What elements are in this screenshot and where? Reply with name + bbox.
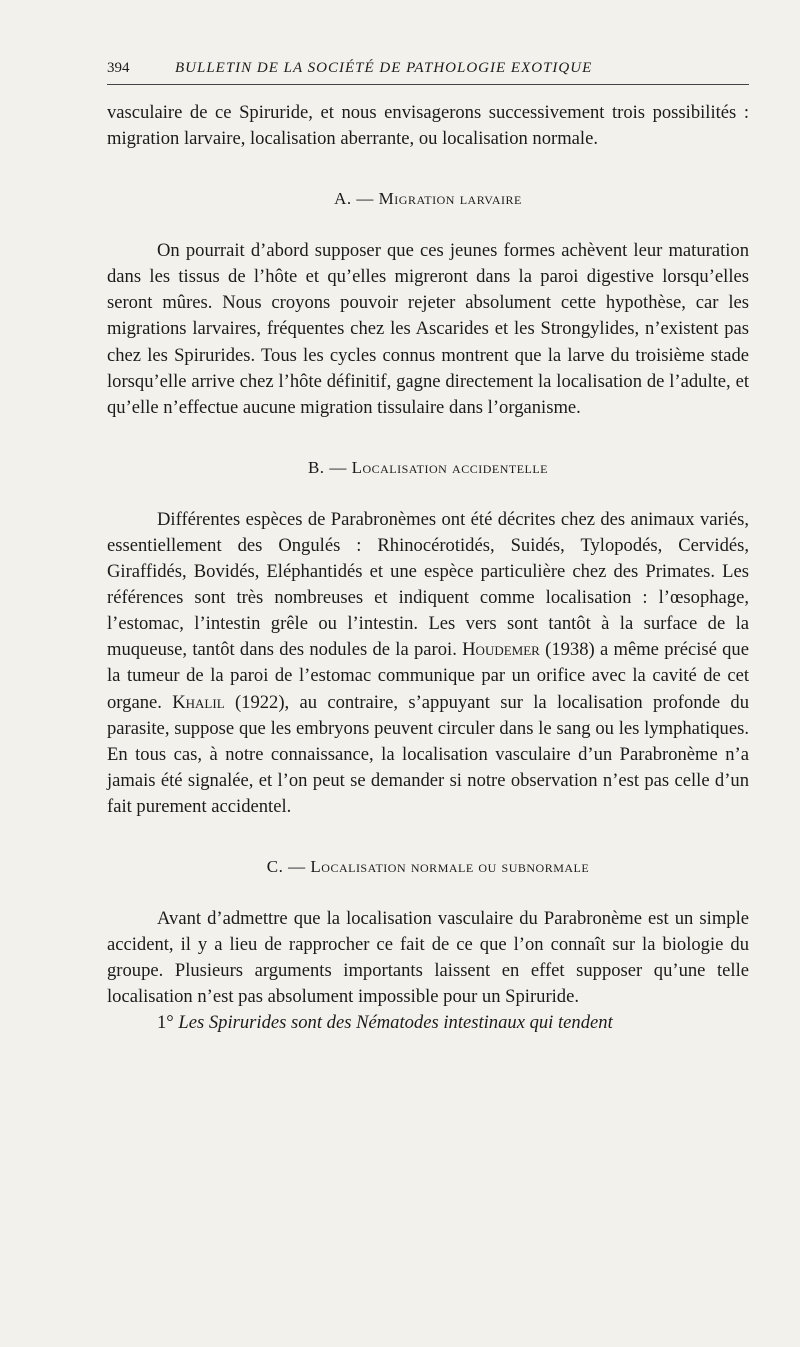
section-title: Localisation accidentelle — [351, 457, 549, 477]
section-heading-a — [107, 186, 749, 212]
paragraph-text: (1922), au contraire, s’appuyant sur la localisation profonde du parasite, suppose que les embryons peuvent circuler dans le sang ou les lymphatiques. En tous cas, à notre connaissance, la localisation vasculaire d’un Parabronème n’a jamais été signalée, et l’on peut se demander si notre observation n’est pas celle d’un fait purement accidentel. — [107, 691, 749, 817]
section-title: Migration larvaire — [378, 189, 522, 209]
paragraph-migration: On pourrait d’abord supposer que ces jeunes formes achèvent leur maturation dans les tissus de l’hôte et qu’elles migreront dans la paroi digestive lorsqu’elles seront mûres. Nous croyons pouvoir rejeter absolument cette hypothèse, car les migrations larvaires, fréquentes chez les Ascarides et les Strongylides, n’existent pas chez les Spirurides. Tous les cycles connus montrent que la larve du troisième stade lorsqu’elle arrive chez l’hôte définitif, gagne directement la localisation de l’adulte, et qu’elle n’effectue aucune migration tissulaire dans l’organisme. — [107, 240, 749, 418]
page-number: 394 — [107, 60, 130, 76]
section-dash: — — [356, 189, 374, 209]
paragraph-text: Différentes espèces de Parabronèmes ont été décrites chez des animaux variés, essentiellement des Ongulés : Rhinocérotidés, Suidés, Tylopodés, Cervidés, Giraffidés, Bovidés, Eléphantidés et une espèce particulière chez des Primates. Les références sont très nombreuses et indiquent comme localisation : l’œsophage, l’estomac, l’intestin grêle ou l’intestin. Les vers sont tantôt à la surface de la muqueuse, tantôt dans des nodules de la paroi. — [107, 508, 749, 661]
section-letter: A. — [334, 189, 352, 209]
section-dash: — — [288, 856, 306, 876]
author-name: Houdemer — [462, 639, 540, 661]
paragraph-text: (1938) a même précisé que la tumeur de la paroi de l’estomac communique par un orifice avec la cavité de cet organe. — [107, 639, 749, 713]
section-title: Localisation normale ou subnormale — [310, 856, 590, 876]
paragraph-argument-1 — [107, 1010, 749, 1036]
section-heading-b — [107, 455, 749, 481]
paragraph-normal: Avant d’admettre que la localisation vasculaire du Parabronème est un simple accident, il y a lieu de rapprocher ce fait de ce que l’on connaît sur la biologie du groupe. Plusieurs arguments importants laissent en effet supposer qu’une telle localisation n’est pas absolument impossible pour un Spiruride. — [107, 907, 749, 1008]
intro-paragraph: vasculaire de ce Spiruride, et nous envisagerons successivement trois possibilités : migration larvaire, localisation aberrante, ou localisation normale. — [107, 102, 749, 150]
section-letter: C. — [266, 856, 284, 876]
paragraph-accidental — [107, 507, 749, 820]
list-number: 1° — [157, 1012, 174, 1034]
article-body — [107, 100, 749, 1036]
running-title: BULLETIN DE LA SOCIÉTÉ DE PATHOLOGIE EXOTIQUE — [175, 60, 593, 76]
section-dash: — — [329, 457, 347, 477]
paragraph-text: Les Spirurides sont des Nématodes intestinaux qui tendent — [178, 1012, 613, 1034]
section-letter: B. — [307, 457, 325, 477]
section-heading-c — [107, 854, 749, 880]
running-header — [107, 56, 749, 85]
author-name: Khalil — [172, 691, 225, 713]
